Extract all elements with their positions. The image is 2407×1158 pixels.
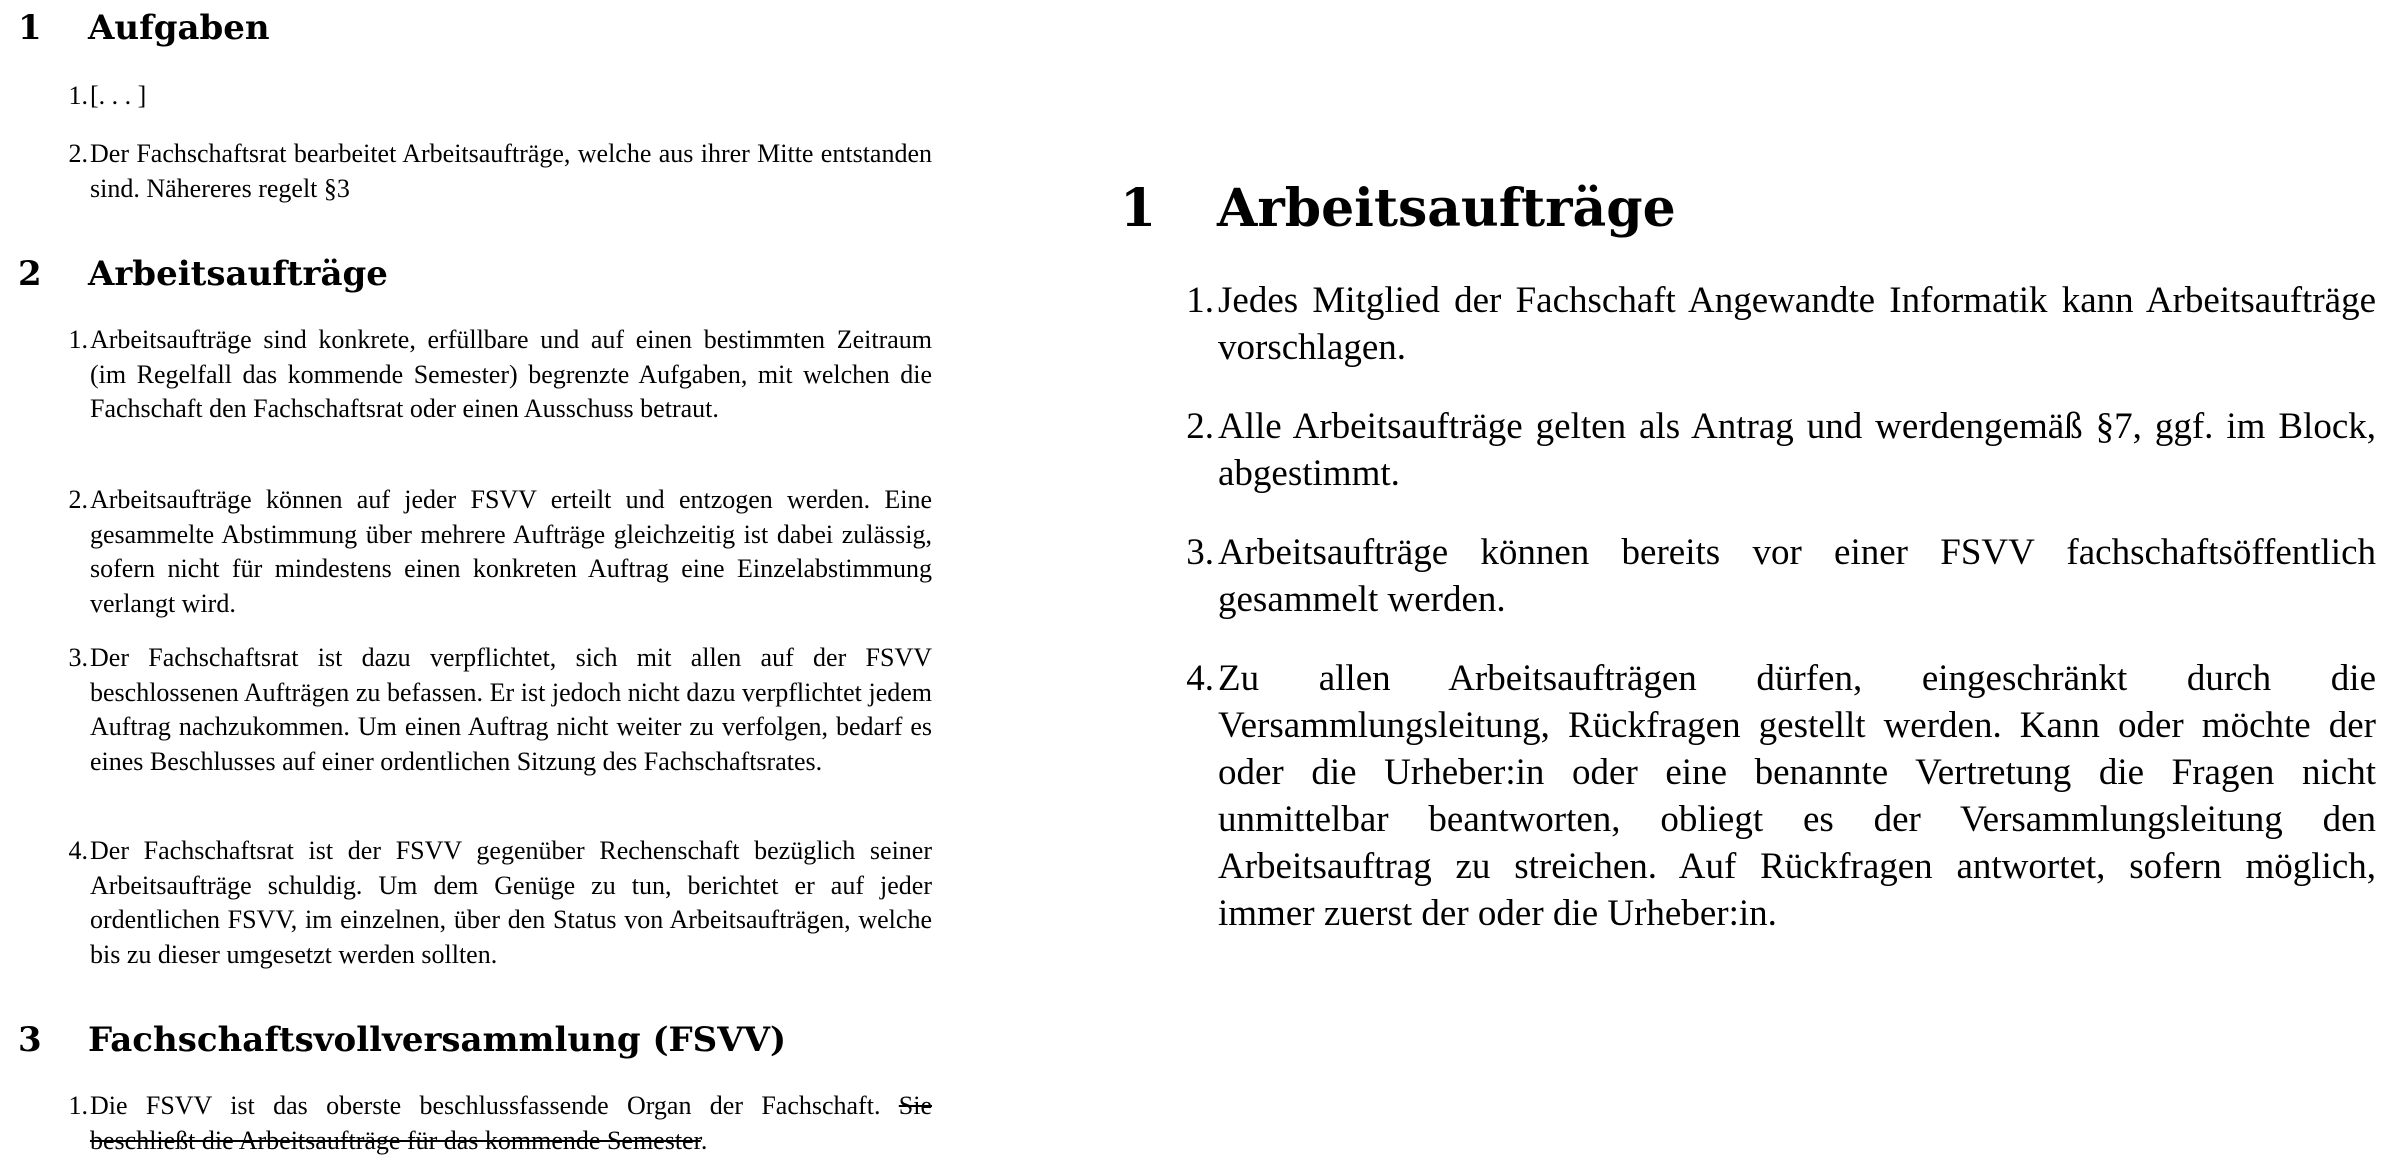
section-number: 2 (18, 254, 42, 294)
section-number: 1 (1120, 178, 1157, 239)
list-item-text: Arbeitsaufträge können bereits vor einer FSVV fachschaftsöffentlich gesammelt werden. (1218, 532, 2376, 620)
section-number: 1 (18, 8, 42, 48)
list-item-number: 3. (1186, 532, 1214, 573)
list-item-text (90, 1089, 932, 1158)
list-item (54, 641, 940, 779)
section-title: Arbeitsaufträge (1217, 178, 1676, 239)
list-item-number: 4. (1186, 658, 1214, 699)
list-item (1164, 403, 2376, 497)
list-item (54, 1089, 940, 1158)
list-item-text-main: Die FSVV ist das oberste beschlussfassende Organ der Fachschaft. (90, 1091, 881, 1120)
trailing-punctuation: . (700, 1125, 708, 1155)
section-title: Aufgaben (88, 8, 270, 48)
section-title: Arbeitsaufträge (88, 254, 388, 294)
list-item-number: 1. (1186, 280, 1214, 321)
list-item (1164, 529, 2376, 623)
list-item (1164, 277, 2376, 371)
list-item-text: Arbeitsaufträge sind konkrete, erfüllbare und auf einen bestimmten Zeitraum (im Regelfall das kommende Semester) begrenzte Aufgaben, mit welchen die Fachschaft den Fachschaftsrat oder einen Ausschuss betraut. (90, 325, 932, 423)
list-item (54, 137, 940, 206)
list-item-text: Der Fachschaftsrat bearbeitet Arbeitsaufträge, welche aus ihrer Mitte entstanden sind. Nähereres regelt §3 (90, 139, 932, 203)
list-item-text: Alle Arbeitsaufträge gelten als Antrag und werdengemäß §7, ggf. im Block, abgestimmt. (1218, 406, 2376, 494)
list-item-number: 2. (68, 139, 88, 168)
list-item-text: Jedes Mitglied der Fachschaft Angewandte Informatik kann Arbeitsaufträge vorschlagen. (1218, 280, 2376, 368)
list-item-number: 1. (68, 1091, 88, 1120)
list-item-number: 3. (68, 643, 88, 672)
list-item-text: Zu allen Arbeitsaufträgen dürfen, eingeschränkt durch die Versammlungsleitung, Rückfragen gestellt werden. Kann oder möchte der oder die Urheber:in oder eine benannte Vertretung die Fragen nicht unmittelbar beantworten, obliegt es der Versammlungsleitung den Arbeitsauftrag zu streichen. Auf Rückfragen antwortet, sofern möglich, immer zuerst der oder die Urheber:in. (1218, 658, 2376, 934)
list-item (54, 483, 940, 621)
list-item-number: 1. (68, 81, 88, 110)
section-heading (18, 8, 270, 48)
section-title: Fachschaftsvollversammlung (FSVV) (88, 1020, 787, 1060)
list-item-number: 2. (68, 485, 88, 514)
right-document-page (1110, 0, 2407, 1156)
list-item (54, 323, 940, 427)
list-item-number: 4. (68, 836, 88, 865)
list-item-number: 2. (1186, 406, 1214, 447)
list-item-text: [. . . ] (90, 81, 147, 110)
section-number: 3 (18, 1020, 42, 1060)
section-heading (18, 254, 388, 294)
struck-text: Sie beschließt die Arbeitsaufträge für das kommende Semester (90, 1091, 933, 1155)
left-document-page (0, 0, 960, 1156)
list-item (1164, 655, 2376, 937)
list-item-text: Der Fachschaftsrat ist der FSVV gegenüber Rechenschaft bezüglich seiner Arbeitsaufträge schuldig. Um dem Genüge zu tun, berichtet er auf jeder ordentlichen FSVV, im einzelnen, über den Status von Arbeitsaufträgen, welche bis zu dieser umgesetzt werden sollten. (90, 836, 932, 969)
list-item-number: 1. (68, 325, 88, 354)
list-item (54, 79, 940, 114)
section-heading (18, 1020, 786, 1060)
list-item (54, 834, 940, 972)
section-heading (1120, 178, 1676, 240)
list-item-text: Der Fachschaftsrat ist dazu verpflichtet, sich mit allen auf der FSVV beschlossenen Aufträgen zu befassen. Er ist jedoch nicht dazu verpflichtet jedem Auftrag nachzukommen. Um einen Auftrag nicht weiter zu verfolgen, bedarf es eines Beschlusses auf einer ordentlichen Sitzung des Fachschaftsrates. (90, 643, 932, 776)
list-item-text: Arbeitsaufträge können auf jeder FSVV erteilt und entzogen werden. Eine gesammelte Abstimmung über mehrere Aufträge gleichzeitig ist dabei zulässig, sofern nicht für mindestens einen konkreten Auftrag eine Einzelabstimmung verlangt wird. (90, 485, 932, 618)
